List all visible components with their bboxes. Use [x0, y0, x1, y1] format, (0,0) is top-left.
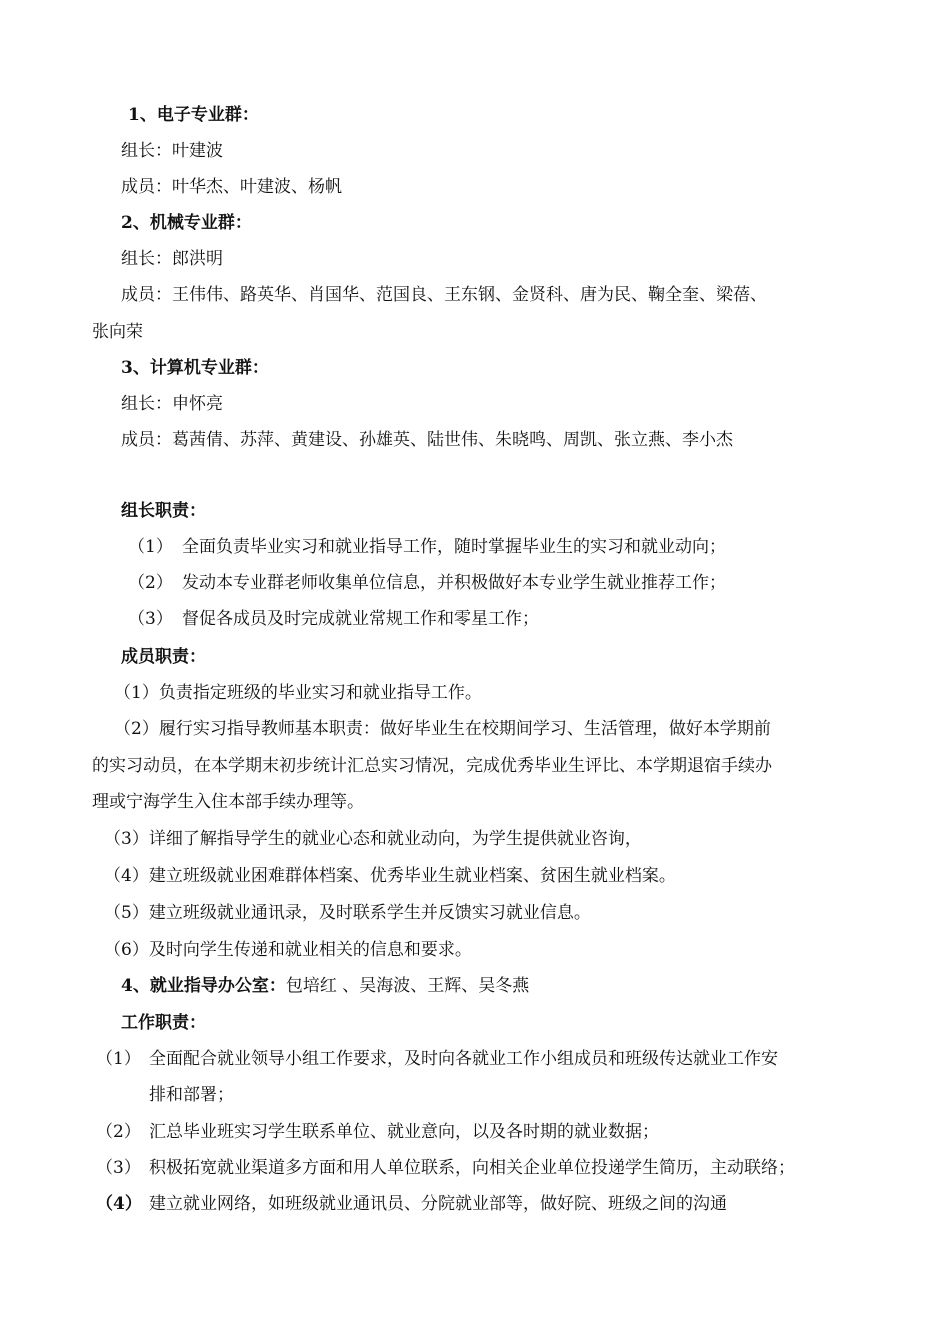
work-duty-item-1-line2: 排和部署；	[149, 1085, 234, 1105]
group3-members: 成员：葛茜倩、苏萍、黄建设、孙雄英、陆世伟、朱晓鸣、周凯、张立燕、李小杰	[121, 430, 733, 450]
member-duty-item-3: （3）详细了解指导学生的就业心态和就业动向，为学生提供就业咨询，	[104, 829, 642, 849]
member-duty-item-4: （4）建立班级就业困难群体档案、优秀毕业生就业档案、贫困生就业档案。	[104, 866, 676, 886]
leader-duty-text: 全面负责毕业实习和就业指导工作，随时掌握毕业生的实习和就业动向；	[182, 537, 726, 557]
group3-leader: 组长：申怀亮	[121, 394, 223, 414]
member-duty-item-2-line2: 的实习动员，在本学期末初步统计汇总实习情况，完成优秀毕业生评比、本学期退宿手续办	[92, 756, 772, 776]
group2-heading: 2、机械专业群：	[121, 213, 252, 233]
work-duty-number-3: （3）	[96, 1158, 141, 1178]
member-duties-heading: 成员职责：	[121, 647, 206, 667]
work-duty-number-4: （4）	[96, 1194, 142, 1214]
leader-duty-item	[128, 571, 726, 595]
group1-leader: 组长：叶建波	[121, 141, 223, 161]
group2-members-line1: 成员：王伟伟、路英华、肖国华、范国良、王东钢、金贤科、唐为民、鞠全奎、梁蓓、	[121, 285, 767, 305]
leader-duty-item	[128, 535, 726, 559]
work-duty-number-1: （1）	[96, 1049, 141, 1069]
work-duty-number-2: （2）	[96, 1122, 141, 1142]
office-members: 包培红 、吴海波、王辉、吴冬燕	[285, 976, 530, 996]
member-duty-item-2-line1: （2）履行实习指导教师基本职责：做好毕业生在校期间学习、生活管理，做好本学期前	[114, 719, 771, 739]
work-duty-item-3: 积极拓宽就业渠道多方面和用人单位联系，向相关企业单位投递学生简历，主动联络；	[149, 1158, 795, 1178]
member-duty-item-1: （1）负责指定班级的毕业实习和就业指导工作。	[114, 683, 482, 703]
work-duties-heading: 工作职责：	[121, 1013, 206, 1033]
leader-duty-text: 督促各成员及时完成就业常规工作和零星工作；	[182, 609, 539, 629]
work-duty-item-2: 汇总毕业班实习学生联系单位、就业意向，以及各时期的就业数据；	[149, 1122, 659, 1142]
leader-duty-number: （1）	[128, 537, 173, 557]
member-duty-item-2-line3: 理或宁海学生入住本部手续办理等。	[92, 792, 364, 812]
office-line	[121, 974, 529, 998]
member-duty-item-5: （5）建立班级就业通讯录，及时联系学生并反馈实习就业信息。	[104, 903, 591, 923]
office-heading: 4、就业指导办公室：	[121, 976, 286, 996]
group3-heading: 3、计算机专业群：	[121, 358, 269, 378]
work-duty-item-1-line1: 全面配合就业领导小组工作要求，及时向各就业工作小组成员和班级传达就业工作安	[149, 1049, 778, 1069]
group2-members-line2: 张向荣	[92, 322, 143, 342]
group1-heading: 1、电子专业群：	[128, 105, 259, 125]
member-duty-item-6: （6）及时向学生传递和就业相关的信息和要求。	[104, 940, 472, 960]
leader-duty-number: （2）	[128, 573, 173, 593]
work-duty-item-4: 建立就业网络，如班级就业通讯员、分院就业部等，做好院、班级之间的沟通	[149, 1194, 727, 1214]
group1-members: 成员：叶华杰、叶建波、杨帆	[121, 177, 342, 197]
leader-duty-item	[128, 607, 539, 631]
group2-leader: 组长：郎洪明	[121, 249, 223, 269]
leader-duties-heading: 组长职责：	[121, 501, 206, 521]
leader-duty-number: （3）	[128, 609, 173, 629]
leader-duty-text: 发动本专业群老师收集单位信息，并积极做好本专业学生就业推荐工作；	[182, 573, 726, 593]
